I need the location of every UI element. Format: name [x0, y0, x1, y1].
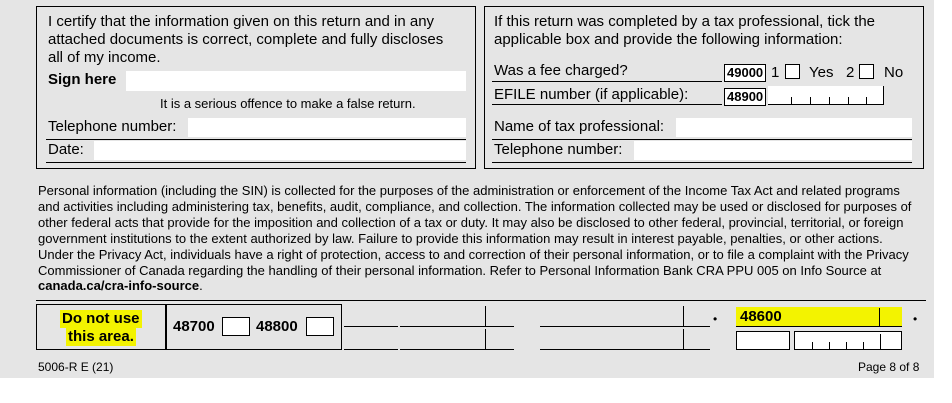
efile-tick: [791, 97, 792, 105]
office-tick: [683, 306, 684, 326]
efile-tick: [866, 97, 867, 105]
box-48800[interactable]: [306, 317, 334, 336]
info-source-link[interactable]: canada.ca/cra-info-source: [38, 278, 200, 294]
office-tick: [880, 334, 881, 350]
yes-number: 1: [771, 64, 780, 81]
office-tick: [846, 342, 847, 350]
box-48700[interactable]: [222, 317, 250, 336]
code-48800: 48800: [256, 318, 298, 335]
certify-text-line-1: I certify that the information given on this return and in any: [48, 13, 435, 30]
office-tick: [829, 342, 830, 350]
efile-underline: [492, 104, 722, 105]
fee-charged-label: Was a fee charged?: [494, 62, 628, 79]
professional-name-underline: [492, 139, 912, 140]
office-box-a[interactable]: [736, 331, 790, 350]
fee-code-box: 49000: [724, 64, 766, 82]
telephone-underline: [46, 139, 466, 140]
signature-field[interactable]: [126, 71, 466, 91]
office-rule: [344, 326, 398, 327]
no-number: 2: [846, 64, 855, 81]
professional-text-line-1: If this return was completed by a tax professional, tick the: [494, 13, 876, 30]
office-rule: [400, 326, 514, 327]
professional-name-label: Name of tax professional:: [494, 118, 665, 135]
efile-code-box: 48900: [724, 88, 766, 106]
telephone-label: Telephone number:: [48, 118, 177, 135]
fee-no-checkbox[interactable]: [859, 64, 874, 79]
certify-text-line-3: all of my income.: [48, 49, 161, 66]
office-tick: [812, 342, 813, 350]
office-area-top-rule: [36, 300, 926, 301]
no-label: No: [884, 64, 904, 81]
office-tick: [485, 306, 486, 326]
office-box-b[interactable]: [794, 331, 902, 350]
yes-label: Yes: [809, 64, 834, 81]
privacy-notice: [38, 183, 918, 294]
form-id: 5006-R E (21): [38, 360, 114, 374]
sign-here-label: Sign here: [48, 71, 117, 88]
certify-text-line-2: attached documents is correct, complete and fully discloses: [48, 31, 444, 48]
date-label: Date:: [48, 141, 84, 158]
office-tick: [485, 329, 486, 349]
office-rule: [540, 326, 710, 327]
do-not-use-line-1: Do not use: [62, 310, 140, 327]
code-48600: 48600: [740, 308, 782, 325]
office-rule: [736, 326, 902, 327]
efile-tick: [829, 97, 830, 105]
office-rule: [540, 349, 710, 350]
page-number: Page 8 of 8: [858, 360, 920, 374]
date-underline: [46, 162, 466, 163]
professional-text-line-2: applicable box and provide the following information:: [494, 31, 843, 48]
privacy-end: .: [199, 278, 203, 294]
telephone-field[interactable]: [188, 118, 466, 137]
privacy-text: Personal information (including the SIN) is collected for the purposes of the administration or enforcement of the Income Tax Act and related programs and activities including administering tax, benefits, audit, compliance, and collection. The information collected may be used or disclosed for purposes of other federal acts that provide for the imposition and collection of a tax or duty. It may also be disclosed to other federal, provincial, territorial, or foreign government institutions to the extent authorized by law. Failure to provide this information may result in interest payable, penalties, or other actions. Under the Privacy Act, individuals have a right of protection, access to and correction of their personal information, or to file a complaint with the Privacy Commissioner of Canada regarding the handling of their personal information. Refer to Personal Information Bank CRA PPU 005 on Info Source at: [38, 183, 912, 278]
fee-underline: [492, 81, 722, 82]
fee-yes-checkbox[interactable]: [785, 64, 800, 79]
decimal-dot-2: •: [913, 312, 918, 326]
professional-telephone-underline: [492, 162, 912, 163]
efile-tick: [810, 97, 811, 105]
office-tick: [683, 329, 684, 349]
efile-tick: [848, 97, 849, 105]
code-48700: 48700: [173, 318, 215, 335]
office-tick: [879, 308, 880, 326]
office-rule: [400, 349, 514, 350]
offence-note: It is a serious offence to make a false return.: [160, 96, 416, 111]
office-tick: [863, 342, 864, 350]
professional-name-field[interactable]: [676, 118, 912, 137]
professional-telephone-field[interactable]: [634, 141, 912, 160]
decimal-dot: •: [713, 312, 718, 326]
office-rule: [344, 349, 398, 350]
efile-label: EFILE number (if applicable):: [494, 86, 689, 103]
fee-row-fill: [492, 62, 722, 81]
do-not-use-line-2: this area.: [68, 328, 134, 345]
date-field[interactable]: [94, 141, 466, 160]
professional-telephone-label: Telephone number:: [494, 141, 623, 158]
